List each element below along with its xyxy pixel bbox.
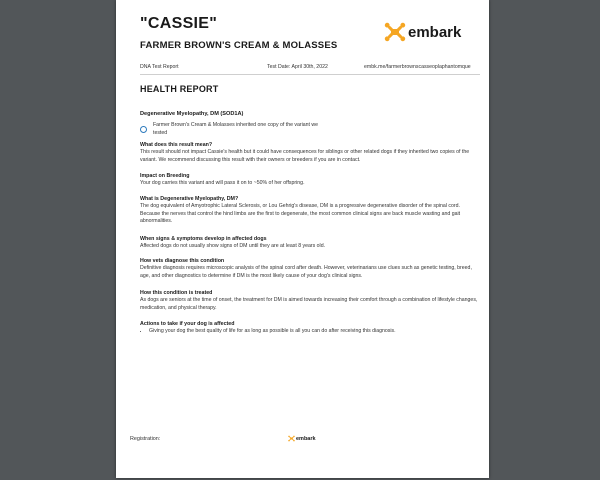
embark-bone-icon	[288, 435, 295, 442]
section-heading: What does this result mean?	[140, 142, 213, 148]
registered-name: FARMER BROWN'S CREAM & MOLASSES	[140, 40, 338, 51]
section-diagnosis	[140, 258, 480, 280]
section-body: Affected dogs do not usually show signs of DM until they are at least 8 years old.	[140, 243, 326, 249]
registration-label: Registration:	[130, 436, 161, 442]
condition-title: Degenerative Myelopathy, DM (SOD1A)	[140, 111, 244, 117]
report-type: DNA Test Report	[140, 64, 179, 70]
action-bullet: • Giving your dog the best quality of life for as long as possible is all you can do after receiving this diagnosis.	[149, 328, 480, 336]
report-url[interactable]: embk.me/farmerbrownscasseoplaphantomque	[364, 64, 471, 70]
section-heading: Impact on Breeding	[140, 173, 190, 179]
section-what-is-dm	[140, 196, 480, 226]
dog-name: "CASSIE"	[140, 15, 218, 32]
section-heading: How vets diagnose this condition	[140, 258, 225, 264]
embark-bone-icon	[384, 22, 406, 42]
section-result-meaning	[140, 142, 480, 164]
section-heading: Actions to take if your dog is affected	[140, 321, 235, 327]
section-actions	[140, 321, 480, 336]
footer-embark-logo	[288, 435, 316, 442]
section-body: This result should not impact Cassie's health but it could have consequences for siblings or other related dogs if they inherited two copies of the variant. We recommend discussing this result with their owners or breeders if you are in contact.	[140, 149, 470, 163]
section-body: Your dog carries this variant and will pass it on to ~50% of her offspring.	[140, 180, 305, 186]
section-body: Definitive diagnosis requires microscopic analysis of the spinal cord after death. However, veterinarians use clues such as genetic testing, breed, age, and other diagnostics to determine if DM is the most likely cause of your dog's clinical signs.	[140, 265, 472, 279]
report-page	[116, 0, 489, 478]
section-impact-on-breeding	[140, 173, 480, 188]
health-report-title: HEALTH REPORT	[140, 84, 219, 94]
embark-logo	[384, 22, 461, 42]
section-heading: When signs & symptoms develop in affected dogs	[140, 236, 267, 242]
section-body: As dogs are seniors at the time of onset, the treatment for DM is aimed towards increasing their comfort through a combination of lifestyle changes, medication, and physical therapy.	[140, 297, 478, 311]
result-text: Farmer Brown's Cream & Molasses inherited one copy of the variant we tested	[153, 122, 319, 136]
header-divider	[140, 74, 480, 75]
section-heading: How this condition is treated	[140, 290, 213, 296]
carrier-result-icon	[140, 126, 147, 133]
test-date: Test Date: April 30th, 2022	[267, 64, 328, 70]
footer-logo-text: embark	[296, 435, 316, 442]
result-row	[140, 121, 360, 137]
section-body: The dog equivalent of Amyotrophic Lateral Sclerosis, or Lou Gehrig's disease, DM is a progressive degenerative disorder of the spinal cord. Because the nerves that control the hind limbs are the first to degenerate, the most common clinical signs are back muscle wasting and gait abnormalities.	[140, 203, 461, 225]
section-signs-symptoms	[140, 236, 480, 251]
section-heading: What is Degenerative Myelopathy, DM?	[140, 196, 239, 202]
logo-text: embark	[408, 23, 462, 41]
section-treatment	[140, 290, 480, 312]
